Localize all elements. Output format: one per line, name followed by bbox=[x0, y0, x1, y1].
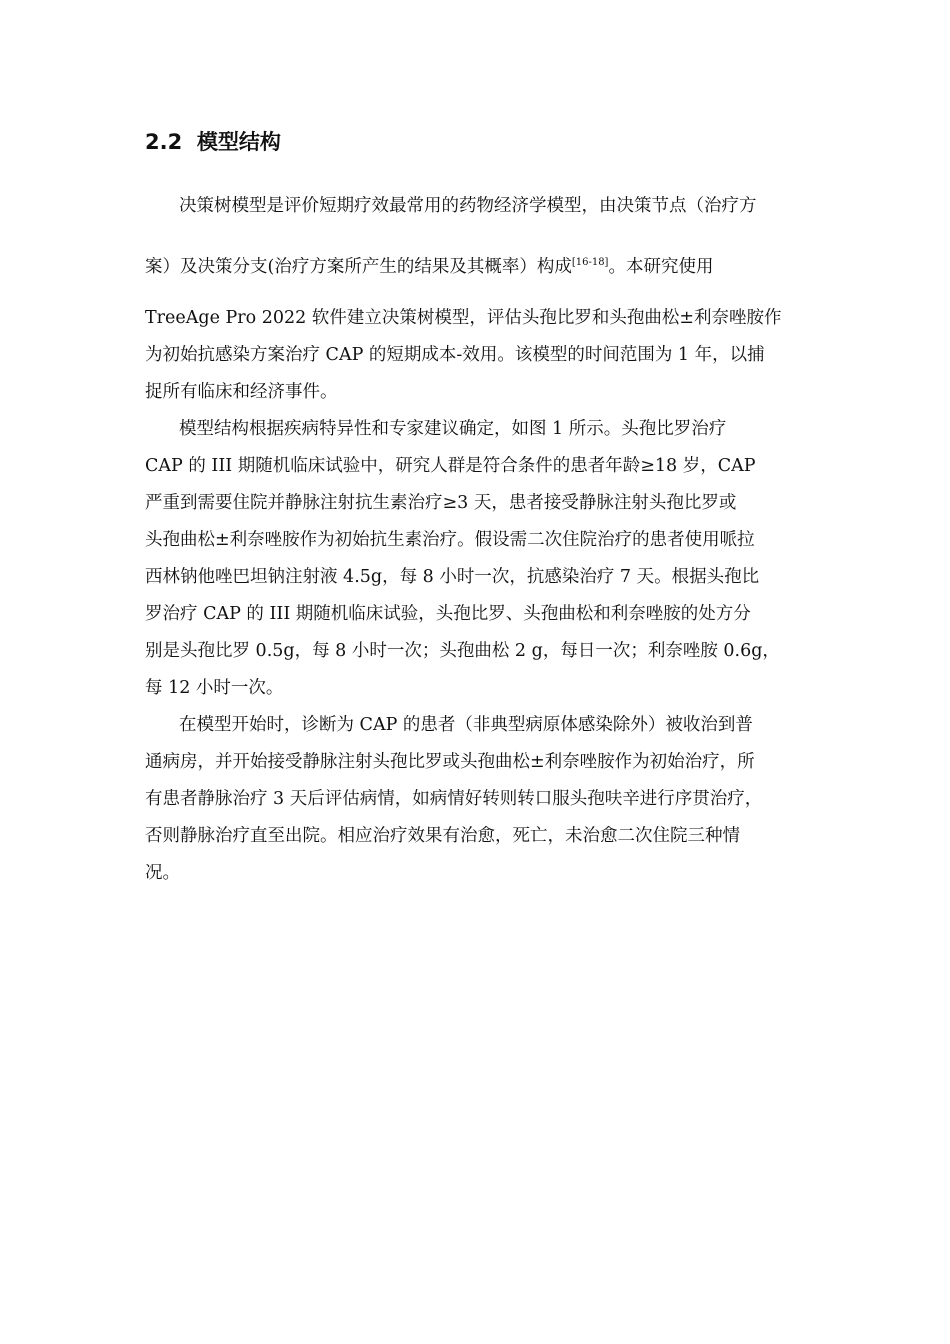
paragraph-line: 为初始抗感染方案治疗 CAP 的短期成本-效用。该模型的时间范围为 1 年，以捕 bbox=[145, 345, 765, 365]
paragraph-line: 有患者静脉治疗 3 天后评估病情，如病情好转则转口服头孢呋辛进行序贯治疗， bbox=[145, 789, 763, 809]
paragraph-line: 模型结构根据疾病特异性和专家建议确定，如图 1 所示。头孢比罗治疗 bbox=[179, 419, 727, 439]
paragraph-line: 捉所有临床和经济事件。 bbox=[145, 382, 338, 402]
paragraph-line: 每 12 小时一次。 bbox=[145, 678, 284, 698]
paragraph-line: 在模型开始时，诊断为 CAP 的患者（非典型病原体感染除外）被收治到普 bbox=[179, 715, 753, 735]
paragraph-line: TreeAge Pro 2022 软件建立决策树模型，评估头孢比罗和头孢曲松±利奈唑胺作 bbox=[145, 308, 782, 328]
citation-reference: [16-18] bbox=[571, 257, 609, 269]
paragraph-line: 罗治疗 CAP 的 III 期随机临床试验，头孢比罗、头孢曲松和利奈唑胺的处方分 bbox=[145, 604, 751, 624]
paragraph-line: 严重到需要住院并静脉注射抗生素治疗≥3 天，患者接受静脉注射头孢比罗或 bbox=[145, 493, 737, 513]
section-heading bbox=[145, 126, 281, 158]
paragraph-line: 通病房，并开始接受静脉注射头孢比罗或头孢曲松±利奈唑胺作为初始治疗，所 bbox=[145, 752, 755, 772]
paragraph-line: 否则静脉治疗直至出院。相应治疗效果有治愈，死亡，未治愈二次住院三种情 bbox=[145, 826, 740, 846]
paragraph-line: 西林钠他唑巴坦钠注射液 4.5g，每 8 小时一次，抗感染治疗 7 天。根据头孢比 bbox=[145, 567, 760, 587]
paragraph-line: CAP 的 III 期随机临床试验中，研究人群是符合条件的患者年龄≥18 岁，CAP bbox=[145, 456, 756, 476]
section-title: 模型结构 bbox=[196, 130, 281, 154]
paragraph-line: 况。 bbox=[145, 863, 180, 883]
line-text: 案）及决策分支(治疗方案所产生的结果及其概率）构成 bbox=[145, 257, 572, 277]
section-number: 2.2 bbox=[145, 130, 183, 154]
paragraph-line: 决策树模型是评价短期疗效最常用的药物经济学模型，由决策节点（治疗方 bbox=[179, 196, 757, 216]
line-tail-text: 。本研究使用 bbox=[608, 257, 714, 277]
paragraph-line: 别是头孢比罗 0.5g，每 8 小时一次；头孢曲松 2 g，每日一次；利奈唑胺 0.6g， bbox=[145, 641, 780, 661]
paragraph-line bbox=[145, 254, 713, 280]
paragraph-line: 头孢曲松±利奈唑胺作为初始抗生素治疗。假设需二次住院治疗的患者使用哌拉 bbox=[145, 530, 755, 550]
